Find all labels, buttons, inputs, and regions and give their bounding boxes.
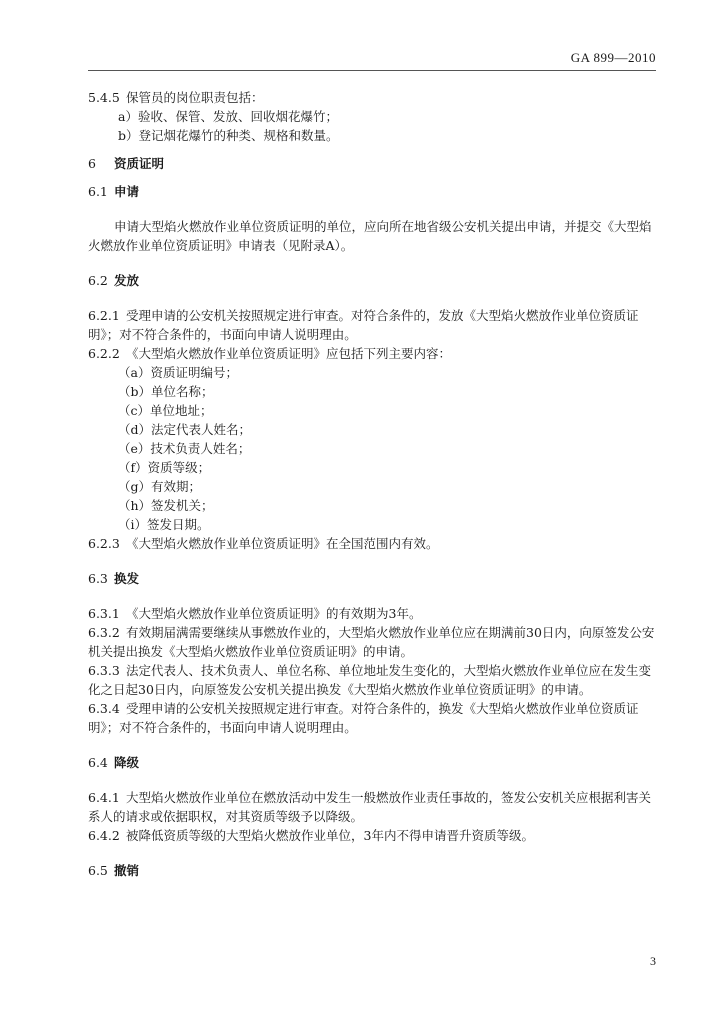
clause-text: 保管员的岗位职责包括： [126,90,264,105]
section-number: 6.2 [88,273,108,288]
clause-6-3-4 [88,699,656,737]
section-number: 6.3 [88,571,108,586]
clause-6-2-1 [88,306,656,344]
section-number: 6 [88,156,96,171]
list-item: （c）单位地址； [118,403,213,418]
clause-6-2-2 [88,344,656,363]
clause-5-4-5 [88,88,656,107]
clause-number: 6.3.3 [88,663,120,678]
clause-text: 《大型焰火燃放作业单位资质证明》在全国范围内有效。 [126,536,439,551]
section-6-4-heading [88,753,656,772]
page-number: 3 [650,954,656,968]
section-title: 撤销 [114,863,140,878]
list-item: （e）技术负责人姓名； [118,441,251,456]
page-body [88,88,656,880]
list-item: （a）资质证明编号； [118,365,238,380]
clause-text: 《大型焰火燃放作业单位资质证明》的有效期为3年。 [126,606,422,621]
clause-number: 6.4.1 [88,790,120,805]
clause-6-3-3 [88,661,656,699]
clause-number: 6.3.2 [88,625,120,640]
section-title: 发放 [114,273,140,288]
standard-code: GA 899—2010 [570,50,656,65]
clause-number: 6.2.1 [88,308,120,323]
clause-number: 5.4.5 [88,90,120,105]
clause-6-3-1 [88,604,656,623]
list-item: （i）签发日期。 [118,517,210,532]
clause-text: 被降低资质等级的大型焰火燃放作业单位，3年内不得申请晋升资质等级。 [126,828,534,843]
section-title: 资质证明 [114,156,165,171]
clause-text: 大型焰火燃放作业单位在燃放活动中发生一般燃放作业责任事故的，签发公安机关应根据利害关系人的请求或依据职权，对其资质等级予以降级。 [88,790,652,824]
clause-text: 法定代表人、技术负责人、单位名称、单位地址发生变化的，大型焰火燃放作业单位应在发生变化之日起30日内，向原签发公安机关提出换发《大型焰火燃放作业单位资质证明》的申请。 [88,663,652,697]
clause-text: 有效期届满需要继续从事燃放作业的，大型焰火燃放作业单位应在期满前30日内，向原签发公安机关提出换发《大型焰火燃放作业单位资质证明》的申请。 [88,625,655,659]
clause-text: 受理申请的公安机关按照规定进行审查。对符合条件的，发放《大型焰火燃放作业单位资质证明》；对不符合条件的，书面向申请人说明理由。 [88,308,639,342]
clause-6-3-2 [88,623,656,661]
section-title: 换发 [114,571,140,586]
section-number: 6.5 [88,863,108,878]
section-6-heading [88,154,656,173]
clause-6-2-3 [88,534,656,553]
clause-number: 6.3.1 [88,606,120,621]
list-item: b）登记烟花爆竹的种类、规格和数量。 [118,128,339,143]
section-title: 申请 [114,184,140,199]
section-6-3-heading [88,569,656,588]
list-item: （d）法定代表人姓名； [118,422,252,437]
clause-6-4-1 [88,788,656,826]
section-number: 6.4 [88,755,108,770]
clause-number: 6.2.3 [88,536,120,551]
header-rule [88,70,656,71]
clause-6-4-2 [88,826,656,845]
section-title: 降级 [114,755,140,770]
list-item: （g）有效期； [118,479,202,494]
section-6-1-heading [88,182,656,201]
clause-text: 《大型焰火燃放作业单位资质证明》应包括下列主要内容： [126,346,452,361]
clause-text: 受理申请的公安机关按照规定进行审查。对符合条件的，换发《大型焰火燃放作业单位资质证明》；对不符合条件的，书面向申请人说明理由。 [88,701,639,735]
list-item: （b）单位名称； [118,384,214,399]
section-6-2-heading [88,271,656,290]
clause-number: 6.3.4 [88,701,120,716]
paragraph: 申请大型焰火燃放作业单位资质证明的单位，应向所在地省级公安机关提出申请，并提交《大型焰火燃放作业单位资质证明》申请表（见附录A）。 [88,219,652,253]
list-item: （f）资质等级； [118,460,211,475]
section-6-5-heading [88,861,656,880]
list-item: （h）签发机关； [118,498,214,513]
clause-number: 6.2.2 [88,346,120,361]
list-item: a）验收、保管、发放、回收烟花爆竹； [118,109,338,124]
section-number: 6.1 [88,184,108,199]
clause-number: 6.4.2 [88,828,120,843]
